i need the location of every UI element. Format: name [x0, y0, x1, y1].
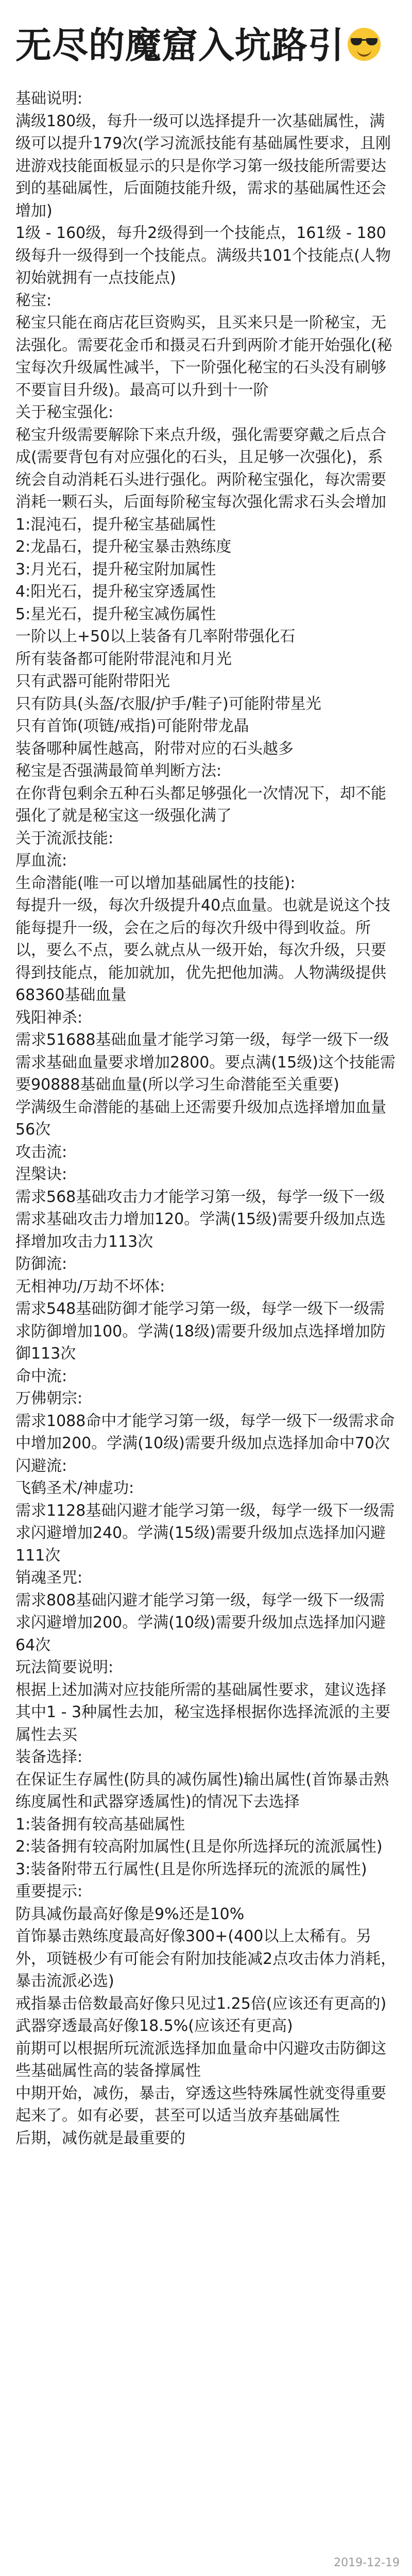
- text-line: 装备选择:: [15, 1748, 83, 1766]
- text-line: 戒指暴击倍数最高好像只见过1.25倍(应该还有更高的): [15, 1994, 387, 2013]
- text-line: 闪避流:: [15, 1456, 67, 1475]
- text-line: 需求1088命中才能学习第一级，每学一级下一级需求命中增加200。学满(10级)需要升级加点选择加命中70次: [15, 1412, 395, 1452]
- text-line: 需求568基础攻击力才能学习第一级，每学一级下一级需求基础攻击力增加120。学满(15级)需要升级加点选择增加攻击力113次: [15, 1188, 386, 1251]
- title-text: 无尽的魔窟入坑路引: [15, 24, 345, 66]
- text-line: 关于秘宝强化:: [15, 403, 114, 421]
- text-line: 基础说明:: [15, 90, 83, 108]
- text-line: 学满级生命潜能的基础上还需要升级加点选择增加血量56次: [15, 1098, 386, 1139]
- text-line: 一阶以上+50以上装备有几率附带强化石: [15, 628, 296, 646]
- text-line: 防御流:: [15, 1255, 67, 1273]
- article-body: [15, 88, 397, 2149]
- text-line: 所有装备都可能附带混沌和月光: [15, 650, 232, 668]
- text-line: 秘宝是否强满最简单判断方法:: [15, 762, 222, 780]
- text-line: 只有武器可能附带阳光: [15, 672, 170, 690]
- article-title: [15, 24, 397, 67]
- text-line: 关于流派技能:: [15, 829, 114, 848]
- text-line: 需求51688基础血量才能学习第一级，每学一级下一级需求基础血量要求增加2800。要点满(15级)这个技能需要90888基础血量(所以学习生命潜能至关重要): [15, 1031, 396, 1094]
- text-line: 装备哪种属性越高，附带对应的石头越多: [15, 739, 294, 758]
- text-line: 重要提示:: [15, 1883, 83, 1901]
- text-line: 中期开始，减伤，暴击，穿透这些特殊属性就变得重要起来了。如有必要，甚至可以适当放弃基础属性: [15, 2084, 386, 2125]
- text-line: 4:阳光石，提升秘宝穿透属性: [15, 583, 216, 601]
- text-line: 厚血流:: [15, 852, 67, 870]
- date-stamp: 2019-12-19: [334, 2556, 400, 2569]
- text-line: 只有防具(头盔/衣服/护手/鞋子)可能附带星光: [15, 694, 321, 713]
- text-line: 防具减伤最高好像是9%还是10%: [15, 1905, 245, 1923]
- text-line: 攻击流:: [15, 1143, 67, 1161]
- text-line: 3:月光石，提升秘宝附加属性: [15, 560, 216, 579]
- text-line: 首饰暴击熟练度最高好像300+(400以上太稀有。另外，项链极少有可能会有附加技能减2点攻击体力消耗，暴击流派必选): [15, 1927, 397, 1990]
- text-line: 根据上述加满对应技能所需的基础属性要求，建议选择其中1 - 3种属性去加，秘宝选择根据你选择流派的主要属性去买: [15, 1681, 391, 1744]
- text-line: 武器穿透最高好像18.5%(应该还有更高): [15, 2017, 293, 2035]
- text-line: 满级180级，每升一级可以选择提升一次基础属性，满级可以提升179次(学习流派技能有基础属性要求，且刚进游戏技能面板显示的只是你学习第一级技能所需要达到的基础属性，后面随技能升级，需求的基础属性还会增加): [15, 112, 391, 220]
- text-line: 前期可以根据所玩流派选择加血量命中闪避攻击防御这些基础属性高的装备撑属性: [15, 2039, 386, 2080]
- text-line: 只有首饰(项链/戒指)可能附带龙晶: [15, 717, 249, 735]
- text-line: 1:混沌石，提升秘宝基础属性: [15, 515, 216, 534]
- text-line: 生命潜能(唯一可以增加基础属性的技能):: [15, 874, 296, 892]
- text-line: 玩法简要说明:: [15, 1658, 114, 1676]
- smiling-face-with-sunglasses-icon: [348, 28, 381, 61]
- text-line: 5:星光石，提升秘宝减伤属性: [15, 605, 216, 623]
- text-line: 飞鹤圣术/神虚功:: [15, 1479, 134, 1497]
- text-line: 残阳神杀:: [15, 1008, 83, 1027]
- text-line: 1:装备拥有较高基础属性: [15, 1815, 185, 1834]
- text-line: 1级 - 160级，每升2级得到一个技能点，161级 - 180级每升一级得到一个技能点。满级共101个技能点(人物初始就拥有一点技能点): [15, 224, 391, 287]
- text-line: 秘宝只能在商店花巨资购买，且买来只是一阶秘宝，无法强化。需要花金币和摄灵石升到两阶才能开始强化(秘宝每次升级属性减半，下一阶强化秘宝的石头没有刷够不要盲目升级)。最高可以升到十一阶: [15, 314, 392, 399]
- text-line: 每提升一级，每次升级提升40点血量。也就是说这个技能每提升一级，会在之后的每次升级中得到收益。所以，要么不点，要么就点从一级开始，每次升级，只要得到技能点，能加就加，优先把他加满。人物满级提供68360基础血量: [15, 896, 391, 1004]
- text-line: 涅槃诀:: [15, 1165, 67, 1183]
- text-line: 需求1128基础闪避才能学习第一级，每学一级下一级需求闪避增加240。学满(15级)需要升级加点选择加闪避111次: [15, 1501, 395, 1565]
- text-line: 需求808基础闪避才能学习第一级，每学一级下一级需求闪避增加200。学满(10级)需要升级加点选择加闪避64次: [15, 1591, 386, 1654]
- text-line: 秘宝升级需要解除下来点升级，强化需要穿戴之后点合成(需要背包有对应强化的石头，且足够一次强化)，系统会自动消耗石头进行强化。两阶秘宝强化，每次需要消耗一颗石头，后面每阶秘宝每次强化需求石头会增加: [15, 426, 386, 511]
- text-line: 命中流:: [15, 1367, 67, 1385]
- text-line: 2:装备拥有较高附加属性(且是你所选择玩的流派属性): [15, 1838, 383, 1856]
- text-line: 需求548基础防御才能学习第一级，每学一级下一级需求防御增加100。学满(18级)需要升级加点选择增加防御113次: [15, 1300, 386, 1363]
- text-line: 在保证生存属性(防具的减伤属性)输出属性(首饰暴击熟练度属性和武器穿透属性)的情况下去选择: [15, 1770, 389, 1811]
- text-line: 无相神功/万劫不坏体:: [15, 1277, 165, 1296]
- text-line: 销魂圣咒:: [15, 1569, 83, 1587]
- text-line: 秘宝:: [15, 291, 52, 310]
- text-line: 万佛朝宗:: [15, 1389, 83, 1408]
- text-line: 3:装备附带五行属性(且是你所选择玩的流派的属性): [15, 1860, 367, 1878]
- text-line: 后期，减伤就是最重要的: [15, 2129, 185, 2147]
- text-line: 2:龙晶石，提升秘宝暴击熟练度: [15, 538, 232, 556]
- text-line: 在你背包剩余五种石头都足够强化一次情况下，却不能强化了就是秘宝这一级强化满了: [15, 784, 386, 825]
